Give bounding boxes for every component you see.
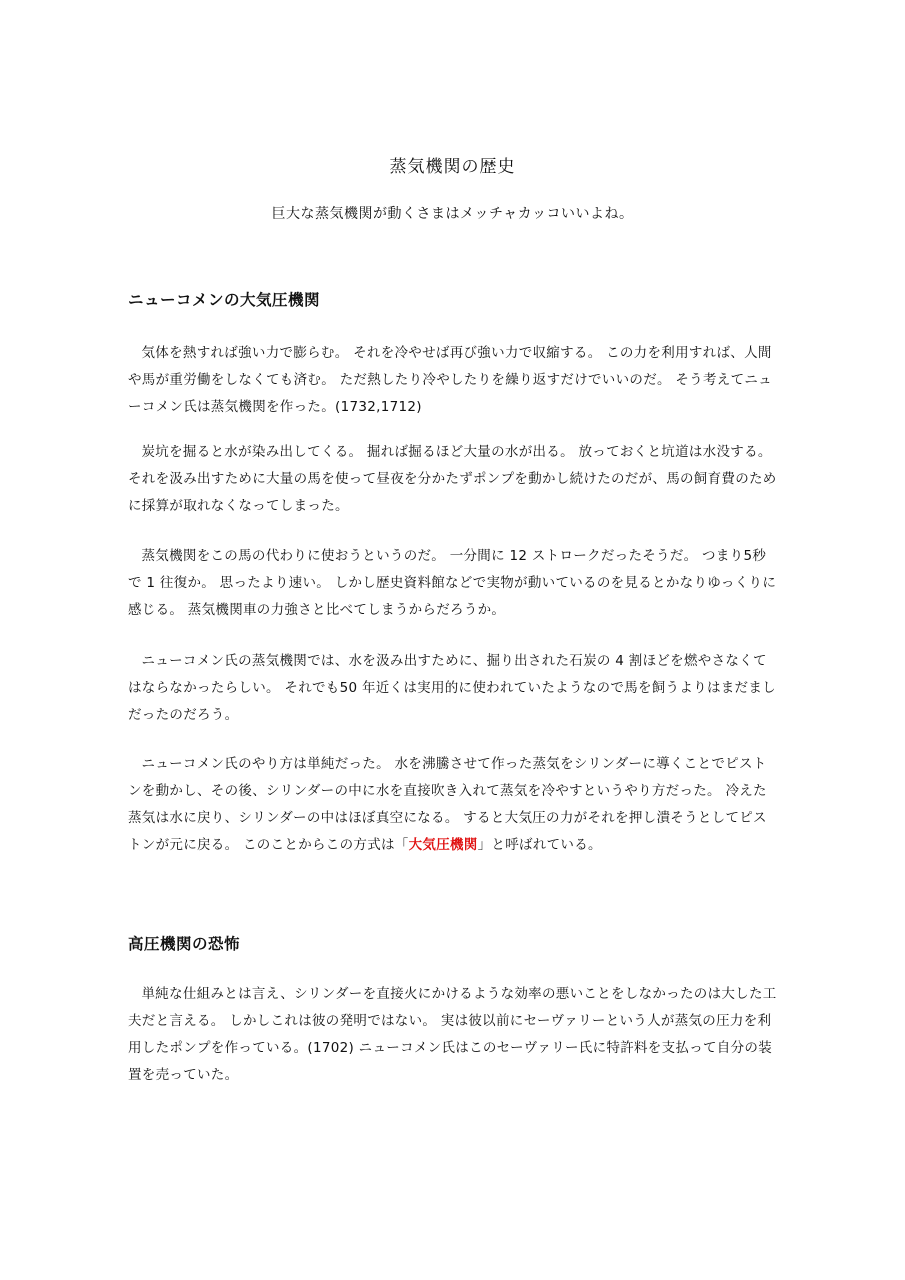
paragraph-1: 気体を熱すれば強い力で膨らむ。 それを冷やせば再び強い力で収縮する。 この力を利用すれば、人間や馬が重労働をしなくても済む。 ただ熱したり冷やしたりを繰り返すだけでいいのだ。 そう考えてニューコメン氏は蒸気機関を作った。(1732,1712) — [128, 345, 772, 415]
paragraph-5-text-after: 」と呼ばれている。 — [477, 837, 602, 853]
paragraph-4: ニューコメン氏の蒸気機関では、水を汲み出すために、掘り出された石炭の 4 割ほどを燃やさなくてはならなかったらしい。 それでも50 年近くは実用的に使われていたようなので馬を飼うよりはまだましだったのだろう。 — [128, 653, 776, 723]
highlighted-term: 大気圧機関 — [408, 837, 478, 853]
paragraph-3: 蒸気機関をこの馬の代わりに使おうというのだ。 一分間に 12 ストロークだったそうだ。 つまり5秒で 1 往復か。 思ったより速い。 しかし歴史資料館などで実物が動いているのを見るとかなりゆっくりに感じる。 蒸気機関車の力強さと比べてしまうからだろうか。 — [128, 548, 777, 618]
section-heading-high-pressure: 高圧機関の恐怖 — [128, 935, 241, 953]
page-subtitle: 巨大な蒸気機関が動くさまはメッチャカッコいいよね。 — [271, 206, 634, 222]
paragraph-5 — [128, 751, 778, 859]
section-heading-newcomen: ニューコメンの大気圧機関 — [128, 291, 321, 309]
paragraph-2: 炭坑を掘ると水が染み出してくる。 掘れば掘るほど大量の水が出る。 放っておくと坑道は水没する。それを汲み出すために大量の馬を使って昼夜を分かたずポンプを動かし続けたのだが、馬の飼育費のために採算が取れなくなってしまった。 — [128, 444, 777, 514]
page-title: 蒸気機関の歴史 — [389, 157, 516, 177]
paragraph-6: 単純な仕組みとは言え、シリンダーを直接火にかけるような効率の悪いことをしなかったのは大した工夫だと言える。 しかしこれは彼の発明ではない。 実は彼以前にセーヴァリーという人が蒸気の圧力を利用したポンプを作っている。(1702) ニューコメン氏はこのセーヴァリー氏に特許料を支払って自分の装置を売っていた。 — [128, 986, 777, 1083]
paragraph-5-text-before: ニューコメン氏のやり方は単純だった。 水を沸騰させて作った蒸気をシリンダーに導くことでピストンを動かし、その後、シリンダーの中に水を直接吹き入れて蒸気を冷やすというやり方だった。 冷えた蒸気は水に戻り、シリンダーの中はほぼ真空になる。 すると大気圧の力がそれを押し潰そうとしてピストンが元に戻る。 このことからこの方式は「 — [128, 756, 767, 853]
